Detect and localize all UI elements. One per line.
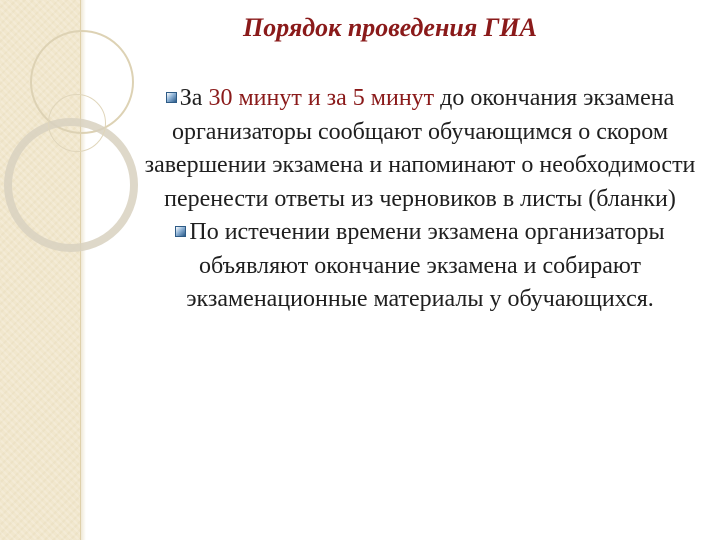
paragraph-2-text: По истечении времени экзамена организаторы объявляют окончание экзамена и собирают экзаменационные материалы у обучающихся.: [186, 219, 665, 312]
slide-title: Порядок проведения ГИА: [243, 13, 537, 42]
paragraph-1-lead: За: [179, 85, 209, 111]
decorative-ring-icon: [48, 94, 106, 152]
paragraph-1-rest: до окончания экзамена организаторы сообщают обучающимся о скором завершении экзамена и напоминают о необходимости перенести ответы из черновиков в листы (бланки): [144, 85, 696, 212]
paragraph-1-highlight: 30 минут и за 5 минут: [208, 85, 435, 111]
square-bullet-icon: [175, 226, 186, 237]
bullet-paragraph-1: [140, 82, 700, 216]
square-bullet-icon: [166, 92, 177, 103]
slide-body: [140, 82, 700, 317]
bullet-paragraph-2: [140, 216, 700, 317]
